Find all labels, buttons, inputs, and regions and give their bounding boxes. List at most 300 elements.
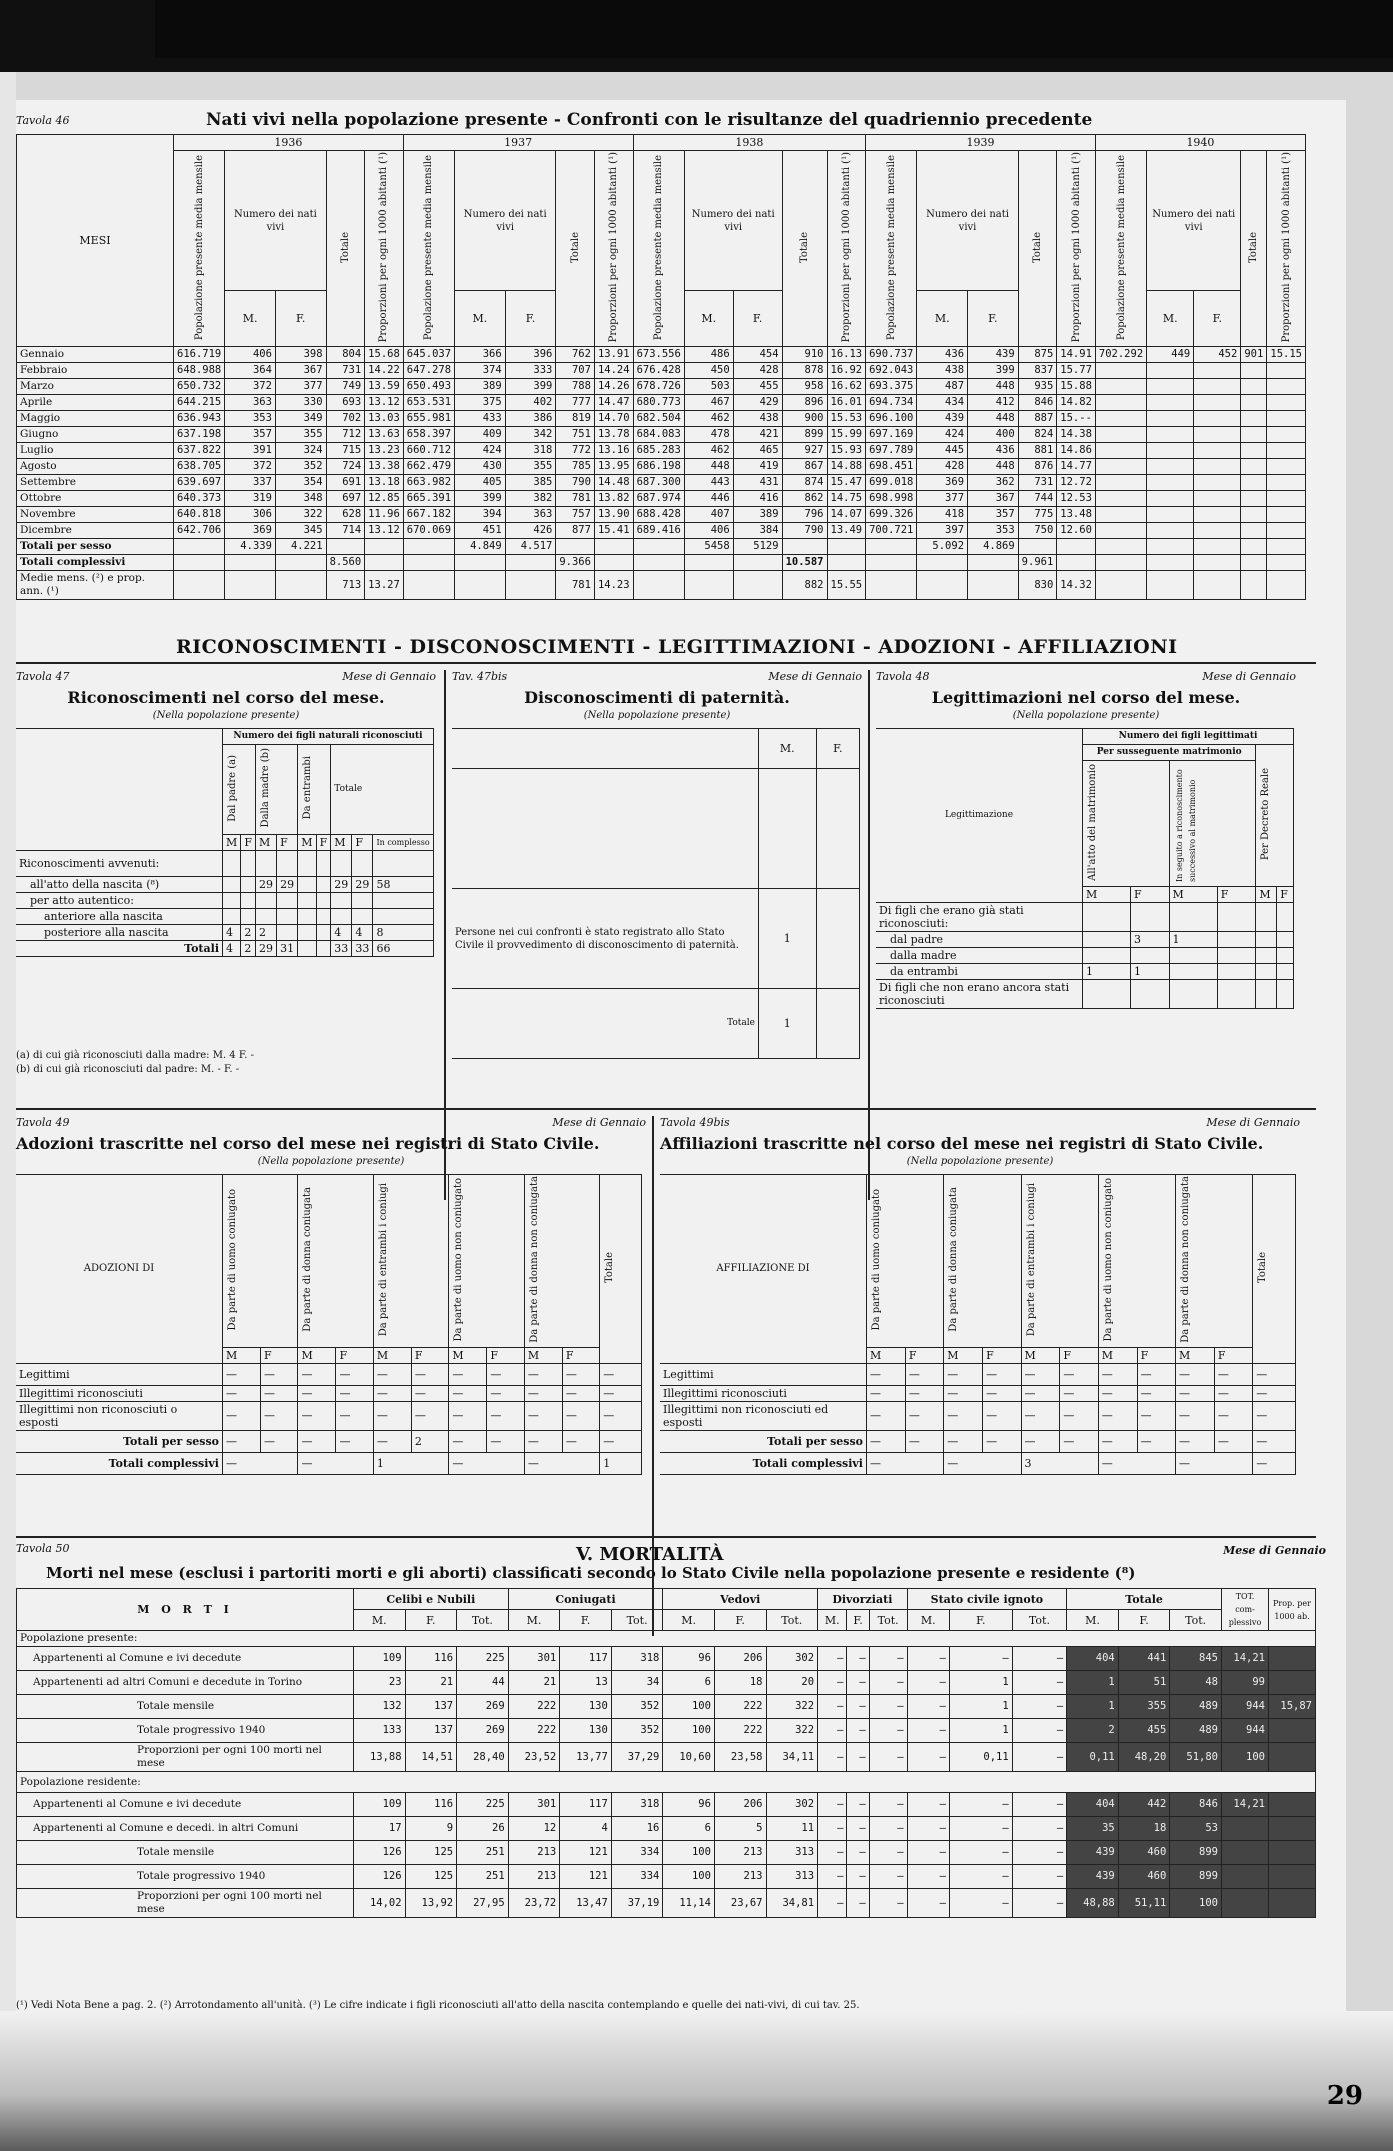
t50-title: Morti nel mese (esclusi i partoriti morti e gli aborti) classificati secondo lo Stato Civile nella popolazione presente e residente (⁸)	[46, 1564, 1136, 1582]
t46-cell: 354	[275, 475, 326, 491]
t46-cell: 682.504	[633, 411, 684, 427]
t50-cell: —	[847, 1817, 869, 1841]
t50-row-label: Appartenenti al Comune e ivi decedute	[17, 1793, 354, 1817]
t50-group: Prop. per 1000 ab.	[1269, 1589, 1316, 1631]
t47-cell: 4	[223, 925, 241, 941]
t46-cell: 14.22	[365, 363, 404, 379]
t46-f: F.	[968, 291, 1019, 347]
t47-row: Riconoscimenti avvenuti:	[16, 851, 223, 877]
t46-cell: 345	[275, 523, 326, 539]
t46-cell: 680.773	[633, 395, 684, 411]
t50-cell: —	[949, 1889, 1012, 1918]
t48-col: Per Decreto Reale	[1260, 767, 1272, 861]
document-page	[16, 100, 1346, 2140]
t50-cell: 352	[611, 1695, 663, 1719]
t46-cell: 699.326	[866, 507, 917, 523]
t50-cell: 489	[1170, 1695, 1222, 1719]
t47-row: per atto autentico:	[16, 893, 223, 909]
t46-cell: 13.63	[365, 427, 404, 443]
t46-cell	[1241, 395, 1267, 411]
t50-cell: 100	[1170, 1889, 1222, 1918]
t46-cell: 650.732	[174, 379, 225, 395]
t50-cell: —	[869, 1647, 907, 1671]
t49bis-sub: (Nella popolazione presente)	[906, 1156, 1054, 1167]
t50-cell: 251	[457, 1841, 509, 1865]
t46-cell	[1194, 411, 1241, 427]
t47-table	[16, 728, 434, 957]
t50-cell: 100	[663, 1695, 715, 1719]
t46-cell: 662.479	[403, 459, 454, 475]
t46-cell: 439	[968, 347, 1019, 363]
t46-cell: 781	[556, 571, 595, 600]
t46-cell: 467	[684, 395, 733, 411]
t46-tot-sesso-label: Totali per sesso	[17, 539, 174, 555]
t46-cell: 448	[968, 411, 1019, 427]
t50-mft: Tot.	[869, 1610, 907, 1631]
t46-f: F.	[505, 291, 556, 347]
t46-year: 1939	[866, 135, 1096, 151]
t46-cell: 369	[917, 475, 968, 491]
t50-cell: 206	[714, 1647, 766, 1671]
t50-row	[17, 1793, 1316, 1817]
t46-cell: 406	[225, 347, 276, 363]
t50-cell: 206	[714, 1793, 766, 1817]
t46-cell: 426	[505, 523, 556, 539]
t46-cell: 788	[556, 379, 595, 395]
t46-cell: 775	[1018, 507, 1057, 523]
t50-cell: 17	[354, 1817, 406, 1841]
t50-row	[17, 1719, 1316, 1743]
t46-cell: 436	[917, 347, 968, 363]
t46-col-pop: Popolazione presente media mensile	[653, 154, 665, 340]
t46-cell: 14.91	[1057, 347, 1096, 363]
t50-cell: 269	[457, 1695, 509, 1719]
t50-cell: —	[847, 1743, 869, 1772]
t50-r-pres: Popolazione presente:	[17, 1631, 1316, 1647]
t47-note-b: (b) di cui già riconosciuti dal padre: M. - F. -	[16, 1064, 240, 1075]
t47-cell: 29	[256, 877, 277, 893]
section-riconoscimenti: RICONOSCIMENTI - DISCONOSCIMENTI - LEGITTIMAZIONI - ADOZIONI - AFFILIAZIONI	[176, 636, 1178, 658]
t50-cell: —	[869, 1841, 907, 1865]
t47-title: Riconoscimenti nel corso del mese.	[67, 688, 385, 707]
t50-row-label: Appartenenti ad altri Comuni e decedute in Torino	[17, 1671, 354, 1695]
t46-cell: 958	[782, 379, 827, 395]
t49bis-tot-sesso: Totali per sesso	[660, 1430, 867, 1452]
t46-cell: 658.397	[403, 427, 454, 443]
t47-cell: 29	[277, 877, 298, 893]
t49bis-mf: M	[1176, 1347, 1215, 1363]
t46-cell	[1267, 379, 1306, 395]
t46-cell: 353	[968, 523, 1019, 539]
t46-cell: 689.416	[633, 523, 684, 539]
t50-cell: 11,14	[663, 1889, 715, 1918]
t48-mf: M	[1083, 887, 1131, 903]
t50-cell: 16	[611, 1817, 663, 1841]
t46-cell: 692.043	[866, 363, 917, 379]
t46-cell: 342	[505, 427, 556, 443]
t46-cell: 13.12	[365, 395, 404, 411]
t46-cell: 9.366	[556, 555, 595, 571]
t46-col-pop: Popolazione presente media mensile	[193, 154, 205, 340]
t47-month: Mese di Gennaio	[342, 670, 436, 683]
t46-cell: 637.198	[174, 427, 225, 443]
t46-cell: 14.86	[1057, 443, 1096, 459]
t46-cell: 777	[556, 395, 595, 411]
t50-cell: 13	[560, 1671, 612, 1695]
t48-table	[876, 728, 1294, 1009]
t49-month: Mese di Gennaio	[552, 1116, 646, 1129]
t50-cell: 37,19	[611, 1889, 663, 1918]
t46-cell	[1147, 411, 1194, 427]
t50-row	[17, 1865, 1316, 1889]
t48-row: Di figli che erano già stati riconosciuti:	[876, 903, 1083, 932]
t46-month-label: Giugno	[17, 427, 174, 443]
t50-cell: 117	[560, 1793, 612, 1817]
t46-col-num: Numero dei nati vivi	[1147, 151, 1241, 291]
t50-cell: —	[818, 1719, 847, 1743]
t46-cell	[1267, 363, 1306, 379]
t46-cell: 367	[275, 363, 326, 379]
t50-cell: 51,11	[1118, 1889, 1170, 1918]
t46-cell: 867	[782, 459, 827, 475]
t46-cell: 638.705	[174, 459, 225, 475]
t46-col-tot: Totale	[1248, 231, 1260, 263]
t46-cell: 306	[225, 507, 276, 523]
t50-row-label: Totale mensile	[17, 1841, 354, 1865]
t50-cell: —	[869, 1793, 907, 1817]
t49-col: Da parte di uomo coniugato	[227, 1188, 238, 1331]
t50-cell: 460	[1118, 1841, 1170, 1865]
t50-cell: 334	[611, 1865, 663, 1889]
t47-mf: M	[331, 835, 352, 851]
t50-cell: —	[818, 1841, 847, 1865]
t46-m: M.	[1147, 291, 1194, 347]
t46-cell: 628	[326, 507, 365, 523]
t46-cell	[1241, 443, 1267, 459]
t46-cell: 424	[455, 443, 506, 459]
t50-cell: 116	[405, 1793, 457, 1817]
t46-cell	[1241, 427, 1267, 443]
t50-cell: 251	[457, 1865, 509, 1889]
t46-cell: 434	[917, 395, 968, 411]
t46-cell: 684.083	[633, 427, 684, 443]
t50-cell: 213	[508, 1865, 560, 1889]
t46-row	[17, 427, 1306, 443]
t50-cell: 404	[1067, 1647, 1119, 1671]
t46-cell: 352	[275, 459, 326, 475]
t50-cell: 845	[1170, 1647, 1222, 1671]
t46-cell: 4.517	[505, 539, 556, 555]
t50-cell: —	[907, 1817, 949, 1841]
t47bis-month: Mese di Gennaio	[768, 670, 862, 683]
t47bis-tot-label: Totale	[452, 989, 759, 1059]
t46-cell	[1267, 395, 1306, 411]
t46-row	[17, 379, 1306, 395]
t49bis-title: Affiliazioni trascritte nel corso del mese nei registri di Stato Civile.	[660, 1134, 1264, 1153]
t50-cell: —	[847, 1889, 869, 1918]
t50-cell: 225	[457, 1647, 509, 1671]
t46-cell: 363	[505, 507, 556, 523]
t46-cell: 16.62	[827, 379, 866, 395]
t46-cell: 10.587	[782, 555, 827, 571]
t46-cell: 14.38	[1057, 427, 1096, 443]
t50-cell: 6	[663, 1817, 715, 1841]
t49bis-mf: M	[944, 1347, 983, 1363]
t46-cell: 819	[556, 411, 595, 427]
t46-cell: 13.91	[594, 347, 633, 363]
t50-row	[17, 1841, 1316, 1865]
t50-group: Divorziati	[818, 1589, 908, 1610]
t46-cell: 862	[782, 491, 827, 507]
t49-mf: M	[223, 1347, 261, 1363]
t47-mf: M	[298, 835, 316, 851]
t46-cell: 14.48	[594, 475, 633, 491]
t49bis-mf: F	[1137, 1347, 1175, 1363]
t46-cell: 398	[275, 347, 326, 363]
t46-cell	[1241, 363, 1267, 379]
t47-note-a: (a) di cui già riconosciuti dalla madre: M. 4 F. -	[16, 1050, 254, 1061]
t47-mf: F	[277, 835, 298, 851]
t46-cell: 9.961	[1018, 555, 1057, 571]
t47-cell: 2	[241, 925, 256, 941]
t50-cell: 441	[1118, 1647, 1170, 1671]
t50-cell: 14,51	[405, 1743, 457, 1772]
t49-mf: M	[524, 1347, 562, 1363]
t46-cell: 4.339	[225, 539, 276, 555]
t46-cell	[1095, 443, 1146, 459]
t46-cell: 804	[326, 347, 365, 363]
t50-cell: 322	[766, 1695, 818, 1719]
t46-cell: 5458	[684, 539, 733, 555]
t48-row: dal padre	[876, 932, 1083, 948]
t46-row	[17, 411, 1306, 427]
t50-cell: —	[847, 1647, 869, 1671]
t47-row: anteriore alla nascita	[16, 909, 223, 925]
t46-cell	[1095, 459, 1146, 475]
t50-cell: 109	[354, 1793, 406, 1817]
t50-cell: 1	[949, 1695, 1012, 1719]
t50-cell: 0,11	[1067, 1743, 1119, 1772]
t46-cell: 375	[455, 395, 506, 411]
t50-mft: F.	[714, 1610, 766, 1631]
t47-mf: In complesso	[373, 835, 434, 851]
t49-mf: M	[298, 1347, 336, 1363]
t46-cell: 454	[733, 347, 782, 363]
t46-cell: 4.221	[275, 539, 326, 555]
t50-cell: 109	[354, 1647, 406, 1671]
t50-cell: —	[869, 1817, 907, 1841]
t46-cell: 337	[225, 475, 276, 491]
t48-mf: M	[1169, 887, 1217, 903]
t50-cell: —	[818, 1743, 847, 1772]
t50-row	[17, 1889, 1316, 1918]
t49-mf: F	[487, 1347, 524, 1363]
t46-col-tot: Totale	[799, 231, 811, 263]
t46-cell: 419	[733, 459, 782, 475]
scan-top-bar	[0, 0, 1393, 72]
t46-m: M.	[684, 291, 733, 347]
t46-cell: 11.96	[365, 507, 404, 523]
t50-cell: —	[818, 1671, 847, 1695]
t46-cell: 650.493	[403, 379, 454, 395]
t46-cell: 13.59	[365, 379, 404, 395]
t46-cell	[1241, 459, 1267, 475]
t46-cell: 697.169	[866, 427, 917, 443]
t46-cell: 731	[1018, 475, 1057, 491]
t50-cell	[1269, 1647, 1316, 1671]
t50-cell: —	[907, 1695, 949, 1719]
t46-cell: 15.93	[827, 443, 866, 459]
t46-cell: 881	[1018, 443, 1057, 459]
t50-cell: 132	[354, 1695, 406, 1719]
t46-col-prop: Proporzioni per ogni 1000 abitanti (¹)	[1070, 152, 1082, 343]
t47-mf: M	[223, 835, 241, 851]
t46-cell: 478	[684, 427, 733, 443]
t46-cell: 13.82	[594, 491, 633, 507]
t50-cell	[1269, 1817, 1316, 1841]
t46-cell: 830	[1018, 571, 1057, 600]
t50-cell: —	[818, 1817, 847, 1841]
t47-tot-label: Totali	[16, 941, 223, 957]
t50-cell: —	[1012, 1817, 1067, 1841]
t46-cell: 503	[684, 379, 733, 395]
t50-cell: —	[847, 1719, 869, 1743]
t50-cell: 1	[949, 1719, 1012, 1743]
t46-cell: 369	[225, 523, 276, 539]
t50-cell: 26	[457, 1817, 509, 1841]
t50-cell: —	[818, 1793, 847, 1817]
t46-cell	[1095, 395, 1146, 411]
t50-cell: 4	[560, 1817, 612, 1841]
t46-cell: 14.23	[594, 571, 633, 600]
t50-cell: —	[949, 1817, 1012, 1841]
t46-cell: 697.789	[866, 443, 917, 459]
t46-cell	[1267, 523, 1306, 539]
t47-cell: 58	[373, 877, 434, 893]
t46-cell: 364	[225, 363, 276, 379]
t46-cell: 837	[1018, 363, 1057, 379]
t46-cell: 876	[1018, 459, 1057, 475]
t46-month-label: Marzo	[17, 379, 174, 395]
t46-month-label: Settembre	[17, 475, 174, 491]
t46-cell: 13.90	[594, 507, 633, 523]
t46-cell: 455	[733, 379, 782, 395]
t48-mf: M	[1256, 887, 1277, 903]
t46-cell: 644.215	[174, 395, 225, 411]
t50-mft: M.	[663, 1610, 715, 1631]
t46-cell: 647.278	[403, 363, 454, 379]
t46-cell: 449	[1147, 347, 1194, 363]
t47-row: all'atto della nascita (⁸)	[16, 877, 223, 893]
t50-group: Totale	[1067, 1589, 1222, 1610]
t46-cell: 450	[684, 363, 733, 379]
t47-row: posteriore alla nascita	[16, 925, 223, 941]
t50-cell: 48,20	[1118, 1743, 1170, 1772]
t50-cell: 13,47	[560, 1889, 612, 1918]
t46-cell: 13.27	[365, 571, 404, 600]
t46-cell: 374	[455, 363, 506, 379]
t50-group: Celibi e Nubili	[354, 1589, 509, 1610]
t49-col: Da parte di donna non coniugata	[528, 1176, 540, 1343]
t46-cell: 13.95	[594, 459, 633, 475]
t46-col-pop: Popolazione presente media mensile	[885, 154, 897, 340]
t46-cell: 12.60	[1057, 523, 1096, 539]
t46-cell: 648.988	[174, 363, 225, 379]
t46-cell: 678.726	[633, 379, 684, 395]
t46-cell: 15.15	[1267, 347, 1306, 363]
t50-cell: 13,77	[560, 1743, 612, 1772]
t46-cell: 382	[505, 491, 556, 507]
t49-col: Da parte di uomo non coniugato	[453, 1177, 465, 1342]
t46-cell: 13.38	[365, 459, 404, 475]
t46-cell	[1147, 491, 1194, 507]
t46-cell: 640.818	[174, 507, 225, 523]
t50-mft: M.	[907, 1610, 949, 1631]
t47-cell: 2	[241, 941, 256, 957]
t49-tot-compl: Totali complessivi	[16, 1452, 223, 1474]
t50-cell: —	[1012, 1695, 1067, 1719]
t50-cell: 846	[1170, 1793, 1222, 1817]
t50-cell	[1269, 1793, 1316, 1817]
t46-cell	[1147, 475, 1194, 491]
t50-cell: —	[907, 1647, 949, 1671]
t47-mf: F	[352, 835, 373, 851]
t46-row	[17, 475, 1306, 491]
t46-cell: 785	[556, 459, 595, 475]
t50-cell: 125	[405, 1841, 457, 1865]
t50-cell	[1269, 1841, 1316, 1865]
t46-cell: 645.037	[403, 347, 454, 363]
t46-cell	[1147, 363, 1194, 379]
t50-section: V. MORTALITÀ	[576, 1544, 724, 1565]
t50-cell	[1222, 1865, 1269, 1889]
t46-cell: 13.48	[1057, 507, 1096, 523]
t46-cell: 399	[455, 491, 506, 507]
t46-row	[17, 395, 1306, 411]
t46-cell: 14.47	[594, 395, 633, 411]
t46-cell: 667.182	[403, 507, 454, 523]
t50-mft: F.	[1118, 1610, 1170, 1631]
t46-cell: 653.531	[403, 395, 454, 411]
t50-cell: 117	[560, 1647, 612, 1671]
t46-cell: 15.68	[365, 347, 404, 363]
t46-row	[17, 507, 1306, 523]
t50-mft: F.	[560, 1610, 612, 1631]
t50-cell: 34	[611, 1671, 663, 1695]
t50-cell: 14,21	[1222, 1793, 1269, 1817]
t48-cell: 1	[1169, 932, 1217, 948]
t50-cell: 225	[457, 1793, 509, 1817]
t50-cell: 20	[766, 1671, 818, 1695]
t46-cell: 389	[455, 379, 506, 395]
t50-cell: 352	[611, 1719, 663, 1743]
page-number: 29	[1326, 2081, 1363, 2111]
t50-cell: 48	[1170, 1671, 1222, 1695]
t46-cell: 887	[1018, 411, 1057, 427]
t47-cell: 33	[331, 941, 352, 957]
t50-row-label: Proporzioni per ogni 100 morti nel mese	[17, 1743, 354, 1772]
t49bis-label: Tavola 49bis	[660, 1116, 730, 1129]
t48-row: Di figli che non erano ancora stati riconosciuti	[876, 980, 1083, 1009]
t48-mf: F	[1131, 887, 1170, 903]
t46-cell: 406	[684, 523, 733, 539]
t46-cell: 5.092	[917, 539, 968, 555]
t48-row: dalla madre	[876, 948, 1083, 964]
t50-side: M O R T I	[17, 1589, 354, 1631]
t50-cell	[1269, 1671, 1316, 1695]
t47-label: Tavola 47	[16, 670, 70, 683]
t50-cell: —	[1012, 1793, 1067, 1817]
